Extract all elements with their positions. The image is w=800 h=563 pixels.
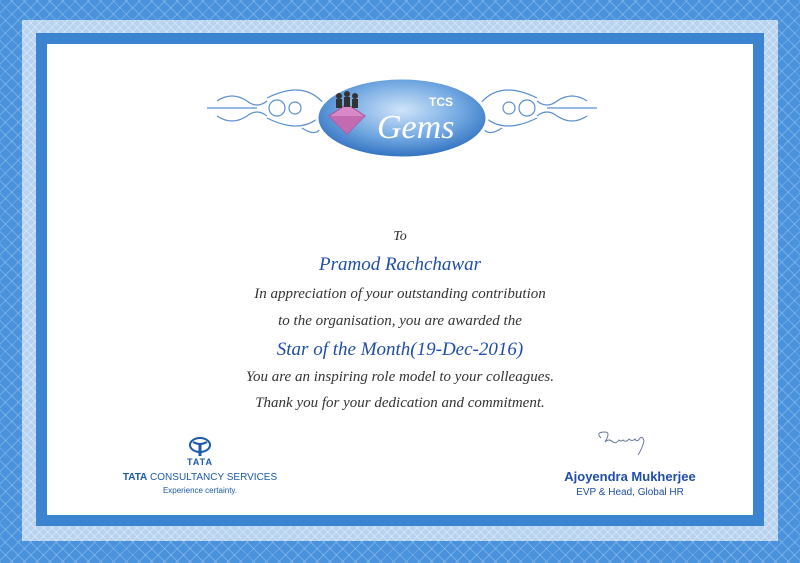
company-name-rest: CONSULTANCY SERVICES [147,472,278,483]
award-title: Star of the Month(19-Dec-2016) [276,339,524,360]
company-name-bold: TATA [122,472,148,483]
appreciation-text-line-2: to the organisation, you are awarded the [278,313,522,329]
tata-wordmark: TATA [187,457,213,467]
to-label: To [393,229,407,244]
appreciation-text-line-1: In appreciation of your outstanding contribution [254,286,546,302]
closing-text-line-1: You are an inspiring role model to your colleagues. [246,369,554,385]
signatory-name: Ajoyendra Mukherjee [564,469,696,484]
closing-text-line-2: Thank you for your dedication and commitment. [255,395,545,411]
company-name [100,472,300,483]
tata-emblem-icon [189,437,211,457]
company-tagline: Experience certainty. [162,486,238,495]
signatory-title: EVP & Head, Global HR [576,487,684,498]
tcs-gems-logo [197,76,607,162]
signature-image [593,428,673,458]
tata-company-logo [100,437,300,503]
logo-tcs-text: TCS [429,95,453,109]
right-flourish-icon [477,90,597,133]
left-flourish-icon [207,90,327,133]
logo-gems-text: Gems [377,109,455,146]
recipient-name: Pramod Rachchawar [318,254,481,275]
